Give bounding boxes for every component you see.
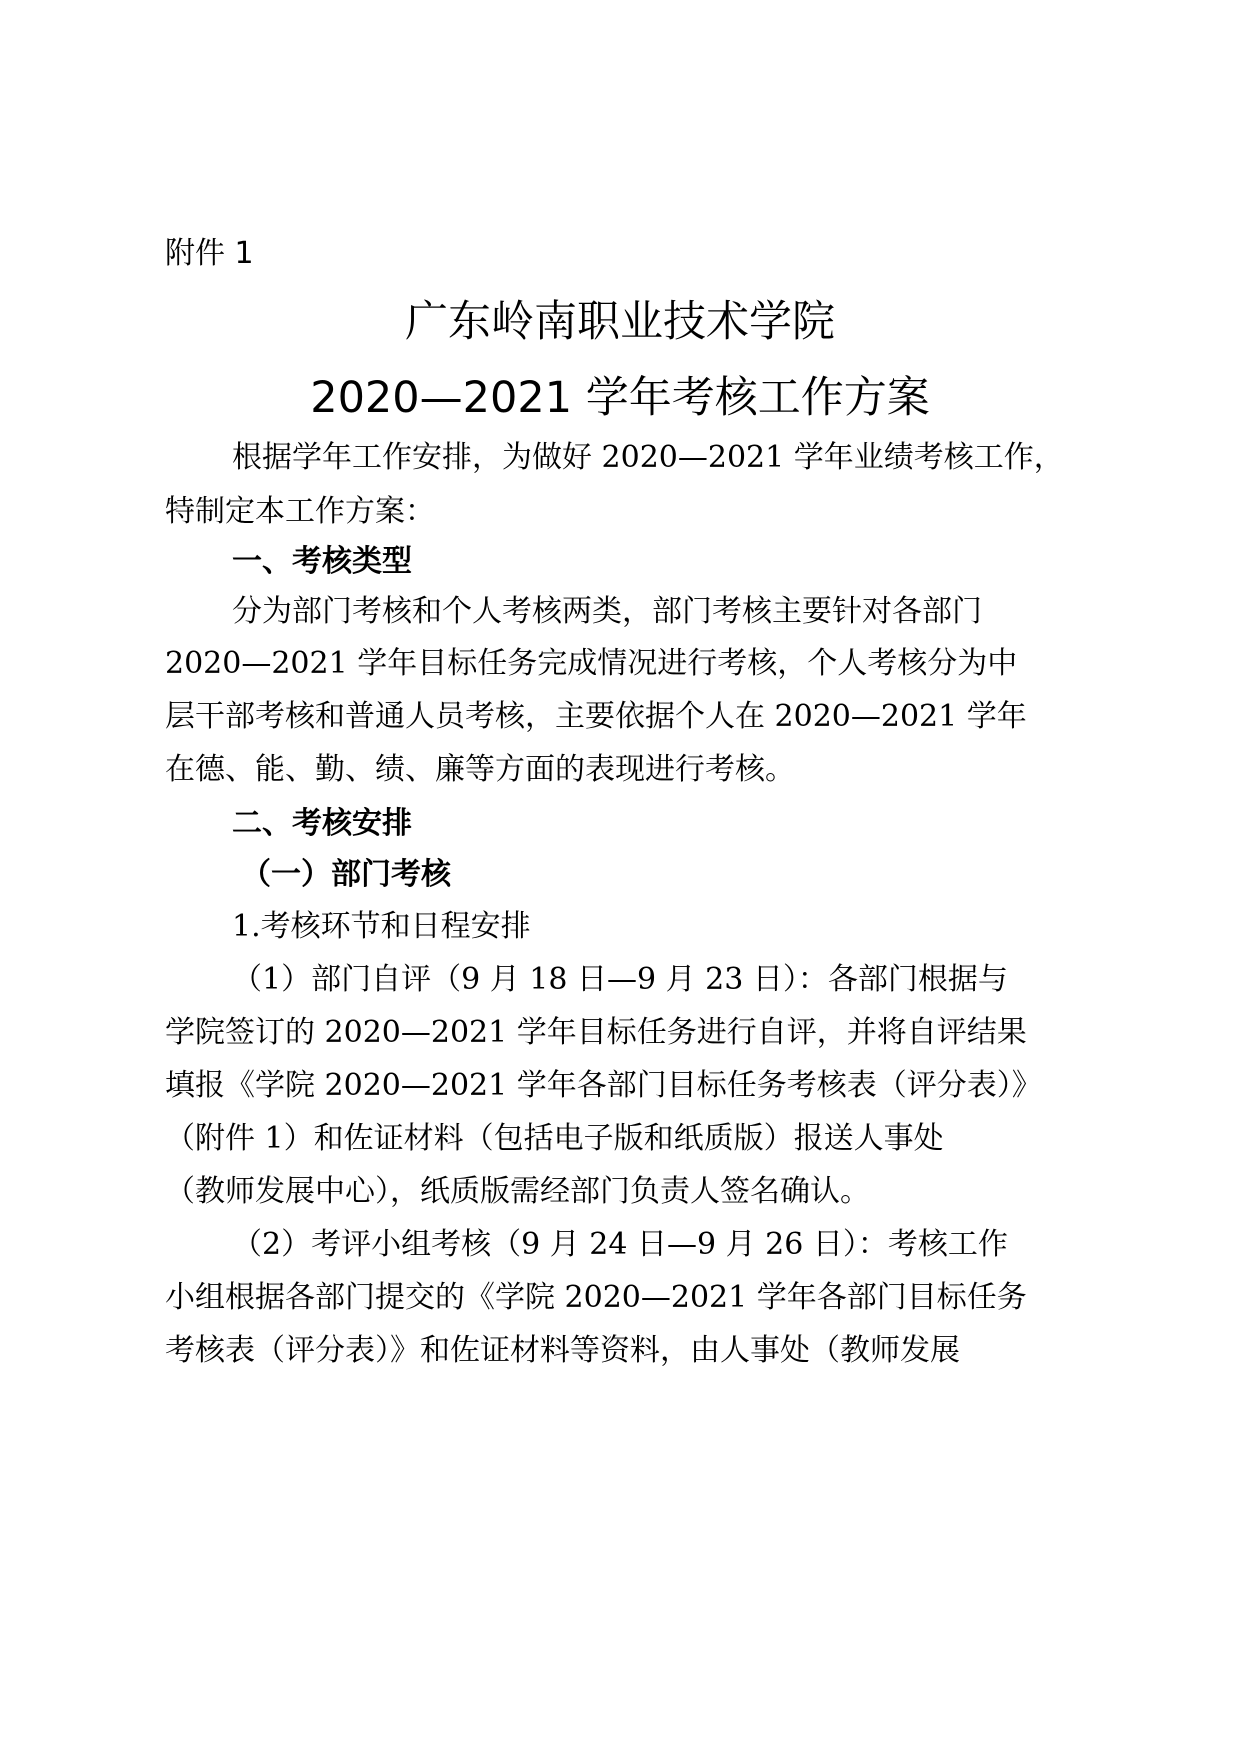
document-title-line-1: 广东岭南职业技术学院: [405, 297, 835, 347]
section-heading-assessment-arrangement: 二、考核安排: [232, 806, 412, 841]
paragraph-panel-assessment-line-1: （2）考评小组考核（9 月 24 日—9 月 26 日）：考核工作: [232, 1227, 1008, 1262]
paragraph-panel-assessment-line-2: 小组根据各部门提交的《学院 2020—2021 学年各部门目标任务: [165, 1280, 1027, 1315]
item-heading-schedule: 1.考核环节和日程安排: [232, 909, 531, 944]
paragraph-types-line-1: 分为部门考核和个人考核两类，部门考核主要针对各部门: [232, 594, 982, 629]
paragraph-intro-line-2: 特制定本工作方案：: [165, 494, 435, 529]
document-title-line-2: 2020—2021 学年考核工作方案: [310, 373, 930, 423]
paragraph-types-line-3: 层干部考核和普通人员考核，主要依据个人在 2020—2021 学年: [165, 699, 1027, 734]
paragraph-types-line-2: 2020—2021 学年目标任务完成情况进行考核，个人考核分为中: [165, 646, 1018, 681]
paragraph-self-evaluation-line-1: （1）部门自评（9 月 18 日—9 月 23 日）：各部门根据与: [232, 962, 1008, 997]
attachment-label: 附件 1: [165, 236, 254, 271]
paragraph-panel-assessment-line-3: 考核表（评分表）》和佐证材料等资料，由人事处（教师发展: [165, 1333, 960, 1368]
paragraph-self-evaluation-line-5: （教师发展中心），纸质版需经部门负责人签名确认。: [165, 1174, 870, 1209]
paragraph-self-evaluation-line-4: （附件 1）和佐证材料（包括电子版和纸质版）报送人事处: [165, 1121, 944, 1156]
section-heading-assessment-types: 一、考核类型: [232, 544, 412, 579]
paragraph-self-evaluation-line-2: 学院签订的 2020—2021 学年目标任务进行自评，并将自评结果: [165, 1015, 1027, 1050]
subsection-heading-department-assessment: （一）部门考核: [241, 857, 451, 892]
paragraph-intro-line-1: 根据学年工作安排，为做好 2020—2021 学年业绩考核工作，: [232, 440, 1064, 475]
paragraph-self-evaluation-line-3: 填报《学院 2020—2021 学年各部门目标任务考核表（评分表）》: [165, 1068, 1042, 1103]
paragraph-types-line-4: 在德、能、勤、绩、廉等方面的表现进行考核。: [165, 752, 795, 787]
